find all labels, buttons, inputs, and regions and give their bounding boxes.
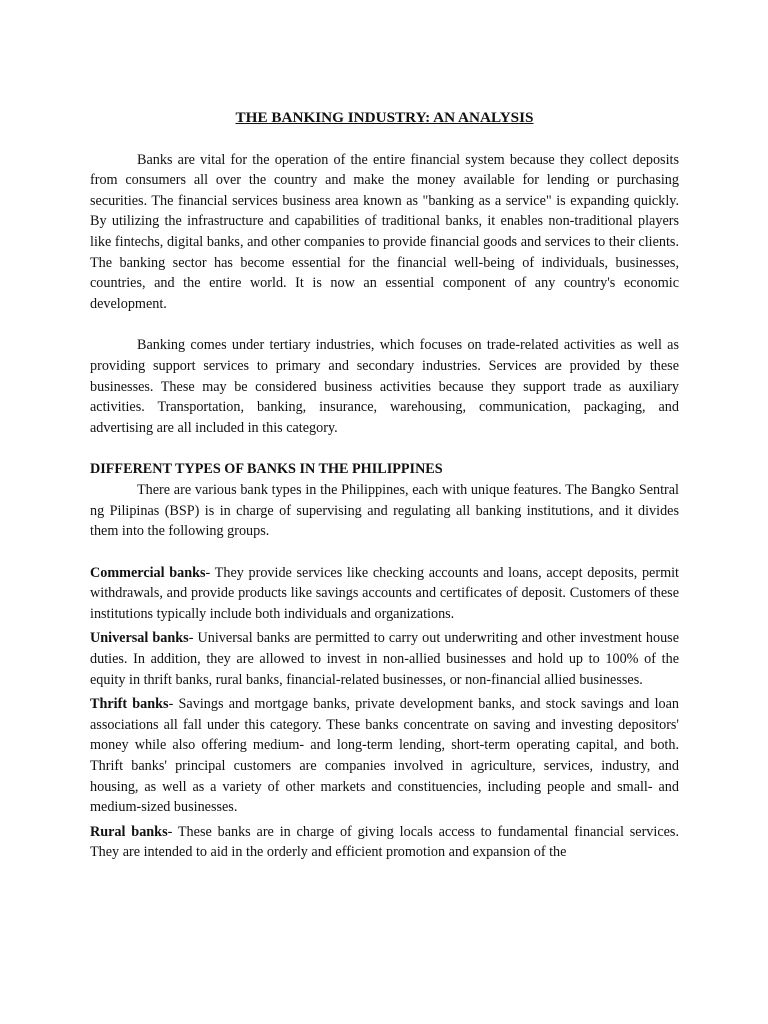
bank-type-description: - Savings and mortgage banks, private development banks, and stock savings and loan associations all fall under this category. These banks concentrate on saving and investing depositors' money while also offering medium- and long-term lending, short-term operating capital, and both. Thrift banks' principal customers are companies involved in agriculture, services, industry, and housing, as well as a variety of other markets and constituencies, including people and small- and medium-sized businesses.	[90, 696, 680, 816]
bank-type-term: Commercial banks	[90, 564, 206, 581]
bank-type-term: Thrift banks	[90, 696, 169, 713]
section-heading: DIFFERENT TYPES OF BANKS IN THE PHILIPPINES	[90, 461, 443, 478]
bank-type-description: - These banks are in charge of giving locals access to fundamental financial services. They are intended to aid in the orderly and efficient promotion and expansion of the	[90, 823, 679, 861]
bank-type-description: - Universal banks are permitted to carry out underwriting and other investment house duties. In addition, they are allowed to invest in non-allied businesses and hold up to 100% of the equity in thrift banks, rural banks, financial-related businesses, or non-financial allied businesses.	[90, 630, 680, 688]
bank-type-universal	[90, 628, 679, 690]
bank-type-term: Universal banks	[90, 630, 189, 647]
document-title: THE BANKING INDUSTRY: AN ANALYSIS	[235, 109, 534, 126]
bank-type-rural	[90, 822, 679, 863]
intro-paragraph-2: Banking comes under tertiary industries, which focuses on trade-related activities as well as providing support services to primary and secondary industries. Services are provided by these businesses. These may be considered business activities because they support trade as auxiliary activities. Transportation, banking, insurance, warehousing, communication, packaging, and advertising are all included in this category.	[90, 337, 679, 436]
section-intro-paragraph: There are various bank types in the Philippines, each with unique features. The Bangko Sentral ng Pilipinas (BSP) is in charge of supervising and regulating all banking institutions, and it divides them into the following groups.	[90, 481, 679, 540]
bank-type-term: Rural banks	[90, 823, 168, 840]
bank-type-description: - They provide services like checking accounts and loans, accept deposits, permit withdrawals, and provide products like savings accounts and certificates of deposit. Customers of these institutions typically include both individuals and organizations.	[90, 564, 679, 622]
bank-type-thrift	[90, 694, 679, 818]
intro-paragraph-1: Banks are vital for the operation of the entire financial system because they collect deposits from consumers all over the country and make the money available for lending or purchasing securities. The financial services business area known as "banking as a service" is expanding quickly. By utilizing the infrastructure and capabilities of traditional banks, it enables non-traditional players like fintechs, digital banks, and other companies to provide financial goods and services to their clients. The banking sector has become essential for the financial well-being of individuals, businesses, countries, and the entire world. It is now an essential component of any country's economic development.	[90, 151, 679, 312]
bank-type-commercial	[90, 563, 679, 625]
